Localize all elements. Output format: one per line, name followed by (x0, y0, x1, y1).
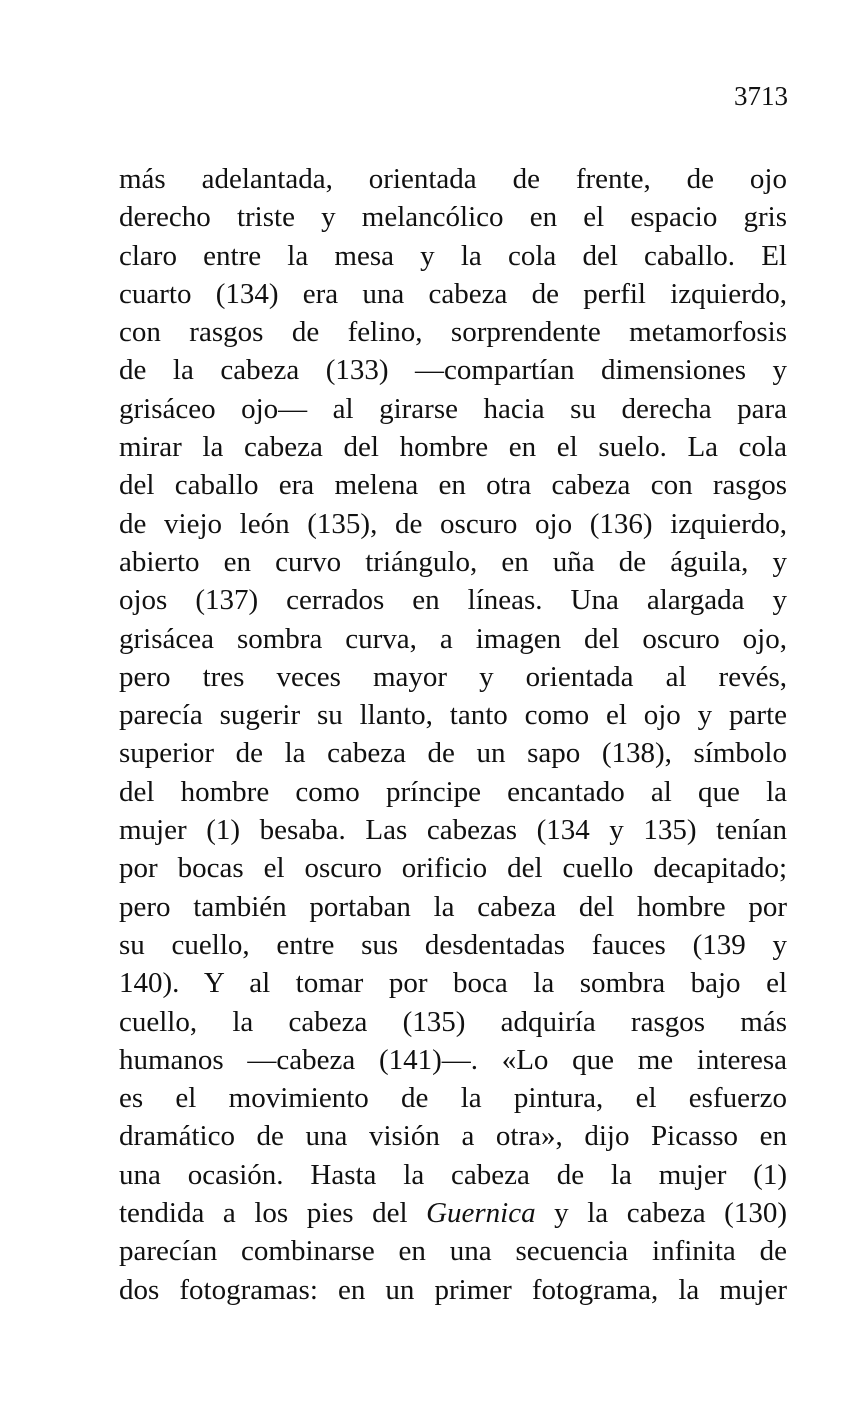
text-line-6: de la cabeza (133) —compartían dimensiones y (119, 354, 787, 387)
text-line-8: mirar la cabeza del hombre en el suelo. La cola (119, 431, 787, 464)
text-line-18: mujer (1) besaba. Las cabezas (134 y 135) tenían (119, 814, 787, 847)
text-line-9: del caballo era melena en otra cabeza con rasgos (119, 469, 787, 502)
text-line-29: parecían combinarse en una secuencia infinita de (119, 1235, 787, 1268)
text-line-12: ojos (137) cerrados en líneas. Una alargada y (119, 584, 787, 617)
text-line-26: dramático de una visión a otra», dijo Picasso en (119, 1120, 787, 1153)
text-line-19: por bocas el oscuro orificio del cuello decapitado; (119, 852, 787, 885)
text-line-28-start: tendida a los pies del (119, 1197, 427, 1230)
text-line-21: su cuello, entre sus desdentadas fauces (139 y (119, 928, 787, 961)
text-line-11: abierto en curvo triángulo, en uña de águila, y (119, 545, 787, 578)
text-line-2: derecho triste y melancólico en el espacio gris (119, 201, 787, 234)
text-line-14: pero tres veces mayor y orientada al revés, (119, 660, 787, 693)
text-line-15: parecía sugerir su llanto, tanto como el ojo y parte (119, 699, 787, 732)
text-line-20: pero también portaban la cabeza del hombre por (119, 890, 787, 923)
text-line-5: con rasgos de felino, sorprendente metamorfosis (119, 316, 787, 349)
text-line-17: del hombre como príncipe encantado al que la (119, 775, 787, 808)
text-line-30: dos fotogramas: en un primer fotograma, la mujer (119, 1273, 787, 1306)
text-line-23: cuello, la cabeza (135) adquiría rasgos más (119, 1005, 787, 1038)
text-line-7: grisáceo ojo— al girarse hacia su derecha para (119, 392, 787, 425)
artwork-title-italic: Guernica (426, 1197, 536, 1230)
text-line-28 (119, 1194, 787, 1232)
text-line-1: más adelantada, orientada de frente, de ojo (119, 163, 787, 195)
text-line-24: humanos —cabeza (141)—. «Lo que me interesa (119, 1043, 787, 1076)
text-line-28-end: y la cabeza (130) (535, 1197, 787, 1230)
text-line-10: de viejo león (135), de oscuro ojo (136) izquierdo, (119, 507, 787, 540)
text-line-13: grisácea sombra curva, a imagen del oscuro ojo, (119, 622, 787, 655)
text-line-25: es el movimiento de la pintura, el esfuerzo (119, 1082, 787, 1115)
text-line-27: una ocasión. Hasta la cabeza de la mujer (1) (119, 1158, 787, 1191)
text-line-16: superior de la cabeza de un sapo (138), símbolo (119, 737, 787, 770)
page-number: 3713 (734, 81, 788, 111)
text-line-22: 140). Y al tomar por boca la sombra bajo el (119, 967, 787, 1000)
body-paragraph (119, 160, 787, 1309)
text-line-4: cuarto (134) era una cabeza de perfil izquierdo, (119, 277, 787, 310)
text-line-3: claro entre la mesa y la cola del caballo. El (119, 239, 787, 272)
